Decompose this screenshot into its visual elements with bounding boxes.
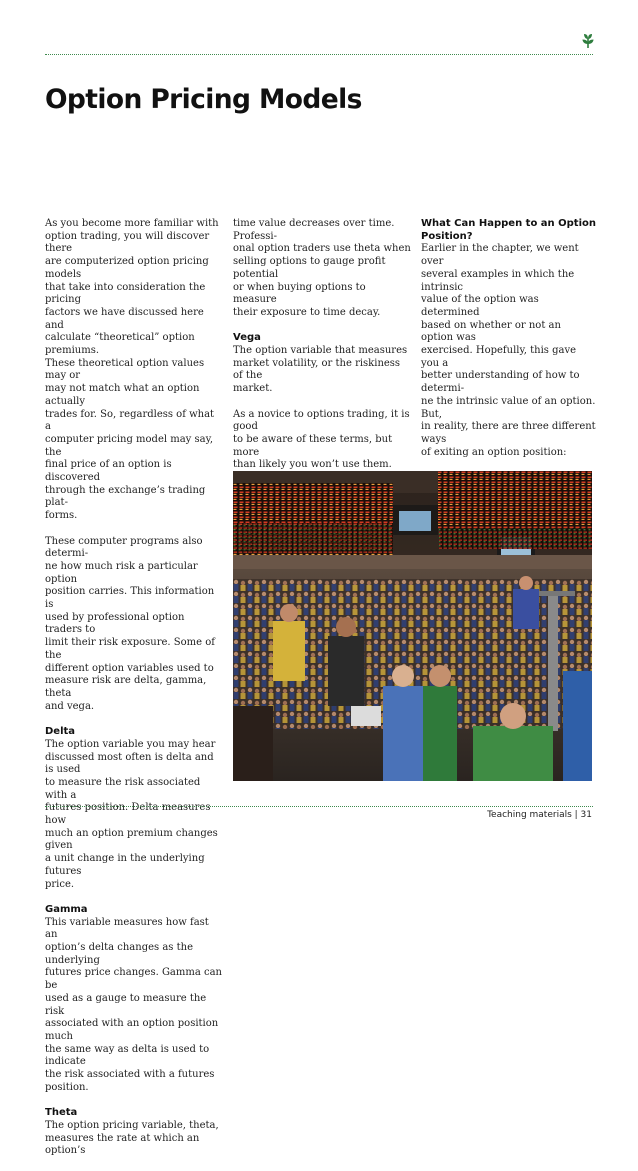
trading-floor-photo bbox=[233, 471, 592, 781]
theta-text: The option pricing variable, theta, measures the rate at which an option’s bbox=[45, 1119, 219, 1157]
theta-continued-text: time value decreases over time. Professi- onal option traders use theta when selling options to gauge profit potential or when buying options to measure their exposure to time decay. bbox=[233, 218, 411, 318]
gamma-heading: Gamma bbox=[45, 903, 88, 915]
option-position-heading: What Can Happen to an Option Position? bbox=[421, 218, 596, 242]
exit-intro-paragraph: Earlier in the chapter, we went over several examples in which the intrinsic value of the option was determined based on whether or not an option was exercised. Hopefully, this gave you a better understanding of how to determi- ne the intrinsic value of an option. But, in reality, there are three different ways of exiting an option position: bbox=[421, 243, 596, 458]
vega-text: The option variable that measures market volatility, or the riskiness of the market. bbox=[233, 345, 408, 395]
gamma-text: This variable measures how fast an option’s delta changes as the underlying futures price changes. Gamma can be used as a gauge to measure the risk associated with an option position much the same way as delta is used to indicate the risk associated with a futures position. bbox=[45, 916, 222, 1093]
top-divider bbox=[45, 54, 593, 55]
leaf-sprout-icon bbox=[581, 33, 595, 49]
page-title: Option Pricing Models bbox=[45, 84, 362, 115]
delta-heading: Delta bbox=[45, 726, 76, 738]
bottom-divider bbox=[45, 806, 593, 807]
vega-heading: Vega bbox=[233, 332, 261, 344]
risk-paragraph: These computer programs also determi- ne how much risk a particular option position carries. This information is used by professional option traders to limit their risk exposure. Some of the different option variables used to measure risk are delta, gamma, theta and vega. bbox=[45, 535, 215, 712]
column-left bbox=[45, 218, 223, 1171]
page-footer: Teaching materials | 31 bbox=[487, 810, 592, 820]
intro-paragraph: As you become more familiar with option trading, you will discover there are computerized option pricing models that take into consideration the pricing factors we have discussed here and calculate “theoretical” option premiums. These theoretical option values may or may not match what an option actually trades for. So, regardless of what a computer pricing model may say, the final price of an option is discovered through the exchange’s trading plat- forms. bbox=[45, 218, 219, 522]
theta-heading: Theta bbox=[45, 1107, 78, 1119]
novice-paragraph: As a novice to options trading, it is good to be aware of these terms, but more than likely you won’t use them. bbox=[233, 408, 410, 471]
delta-text: The option variable you may hear discussed most often is delta and is used to measure the risk associated with a futures position. Delta measures how much an option premium changes given a unit change in the underlying futures price. bbox=[45, 738, 218, 890]
